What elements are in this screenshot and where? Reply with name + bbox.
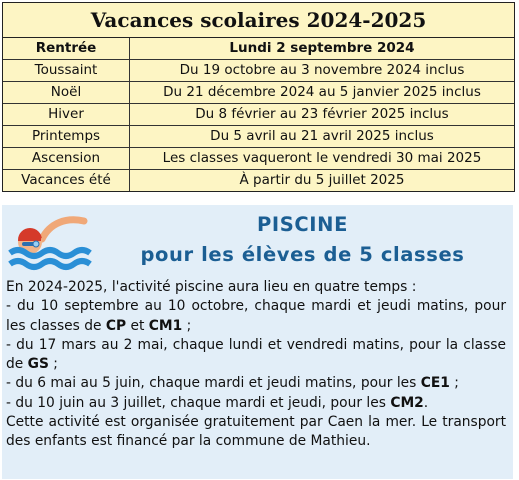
period-name: Hiver (3, 104, 130, 125)
period-name: Printemps (3, 126, 130, 147)
table-row (3, 104, 514, 126)
period-dates: Du 21 décembre 2024 au 5 janvier 2025 inclus (163, 84, 481, 100)
class-name: GS (27, 356, 49, 373)
class-name: CM2 (390, 394, 424, 411)
intro-text: En 2024-2025, l'activité piscine aura lieu en quatre temps : (6, 279, 417, 295)
period-dates: Du 19 octobre au 3 novembre 2024 inclus (179, 62, 465, 78)
period-name: Noël (3, 82, 130, 103)
rentree-label: Rentrée (3, 38, 130, 59)
table-header-row (3, 38, 514, 60)
list-item: - du 10 juin au 3 juillet, chaque mardi et jeudi, pour les CM2. (6, 394, 429, 411)
table-row (3, 148, 514, 170)
holiday-table-title: Vacances scolaires 2024-2025 (3, 3, 514, 38)
table-row (3, 82, 514, 104)
swimmer-icon (8, 209, 98, 275)
outro-text: Cette activité est organisée gratuitement par Caen la mer. Le transport des enfants est financé par la commune de Mathieu. (6, 414, 506, 450)
period-dates: Du 5 avril au 21 avril 2025 inclus (210, 128, 434, 144)
piscine-section (2, 205, 513, 479)
period-name: Toussaint (3, 60, 130, 81)
list-item: - du 10 septembre au 10 octobre, chaque mardi et jeudi matins, pour les classes de CP et CM1 ; (6, 298, 506, 334)
period-dates: Les classes vaqueront le vendredi 30 mai 2025 (162, 150, 482, 166)
table-row (3, 60, 514, 82)
period-dates: À partir du 5 juillet 2025 (239, 172, 405, 188)
piscine-title: PISCINE (257, 213, 348, 236)
class-name: CE1 (420, 375, 450, 392)
list-item: - du 17 mars au 2 mai, chaque lundi et vendredi matins, pour la classe de GS ; (6, 336, 506, 373)
table-row (3, 126, 514, 148)
class-name: CM1 (148, 317, 183, 334)
rentree-date: Lundi 2 septembre 2024 (229, 40, 415, 56)
table-row (3, 170, 514, 191)
class-name: CP (105, 317, 127, 334)
piscine-subtitle: pour les élèves de 5 classes (140, 243, 465, 266)
period-dates: Du 8 février au 23 février 2025 inclus (195, 106, 449, 122)
period-name: Vacances été (3, 170, 130, 191)
holiday-table (2, 2, 515, 192)
period-name: Ascension (3, 148, 130, 169)
piscine-description (6, 278, 506, 452)
list-item: - du 6 mai au 5 juin, chaque mardi et jeudi matins, pour les CE1 ; (6, 375, 459, 392)
